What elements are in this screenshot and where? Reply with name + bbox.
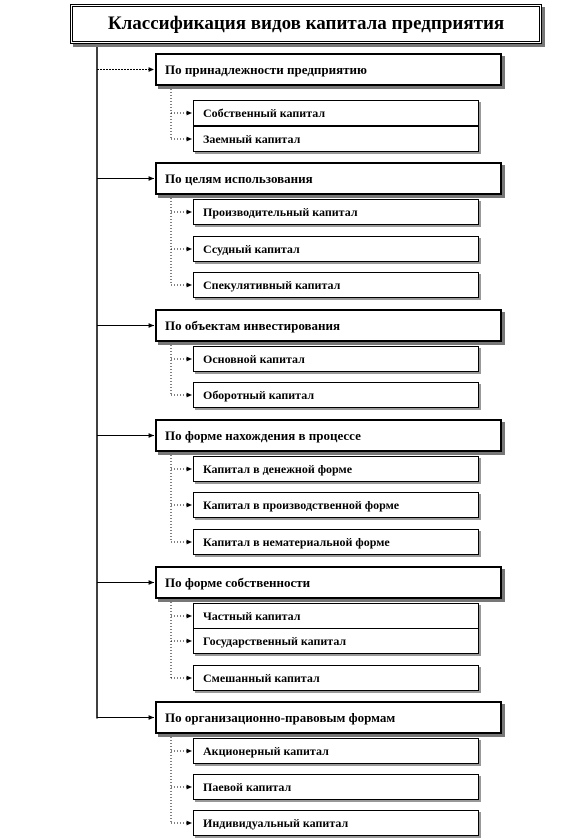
- category-label: По форме собственности: [165, 574, 311, 590]
- subtype-label: Индивидуальный капитал: [203, 815, 349, 830]
- subtype-label: Оборотный капитал: [203, 387, 315, 402]
- subtype-box: [193, 774, 479, 800]
- subtype-box: [193, 346, 479, 372]
- category-label: По организационно-правовым формам: [165, 709, 396, 725]
- category-box: [155, 309, 502, 342]
- subtype-box: [193, 665, 479, 691]
- subtype-box: [193, 236, 479, 262]
- category-box: [155, 162, 502, 195]
- subtype-box: [193, 382, 479, 408]
- subtype-label: Производительный капитал: [203, 204, 358, 219]
- subtype-label: Заемный капитал: [203, 131, 301, 146]
- diagram-title: Классификация видов капитала предприятия: [70, 4, 542, 44]
- category-box: [155, 701, 502, 734]
- subtype-label: Собственный капитал: [203, 105, 326, 120]
- subtype-box: [193, 100, 479, 126]
- subtype-label: Частный капитал: [203, 608, 301, 623]
- subtype-box: [193, 603, 479, 629]
- subtype-box: [193, 126, 479, 152]
- subtype-label: Паевой капитал: [203, 779, 292, 794]
- subtype-label: Капитал в нематериальной форме: [203, 534, 390, 549]
- subtype-label: Основной капитал: [203, 351, 305, 366]
- subtype-label: Капитал в денежной форме: [203, 461, 353, 476]
- subtype-box: [193, 199, 479, 225]
- category-box: [155, 53, 502, 86]
- subtype-label: Смешанный капитал: [203, 670, 320, 685]
- subtype-label: Спекулятивный капитал: [203, 277, 341, 292]
- subtype-box: [193, 810, 479, 836]
- category-label: По объектам инвестирования: [165, 317, 341, 333]
- subtype-box: [193, 456, 479, 482]
- subtype-box: [193, 492, 479, 518]
- category-box: [155, 566, 502, 599]
- subtype-label: Акционерный капитал: [203, 743, 329, 758]
- category-box: [155, 419, 502, 452]
- subtype-box: [193, 628, 479, 654]
- category-label: По принадлежности предприятию: [165, 61, 367, 77]
- category-label: По целям использования: [165, 170, 313, 186]
- subtype-label: Государственный капитал: [203, 633, 347, 648]
- subtype-label: Капитал в производственной форме: [203, 497, 400, 512]
- subtype-box: [193, 529, 479, 555]
- subtype-box: [193, 738, 479, 764]
- subtype-label: Ссудный капитал: [203, 241, 300, 256]
- subtype-box: [193, 272, 479, 298]
- category-label: По форме нахождения в процессе: [165, 427, 361, 443]
